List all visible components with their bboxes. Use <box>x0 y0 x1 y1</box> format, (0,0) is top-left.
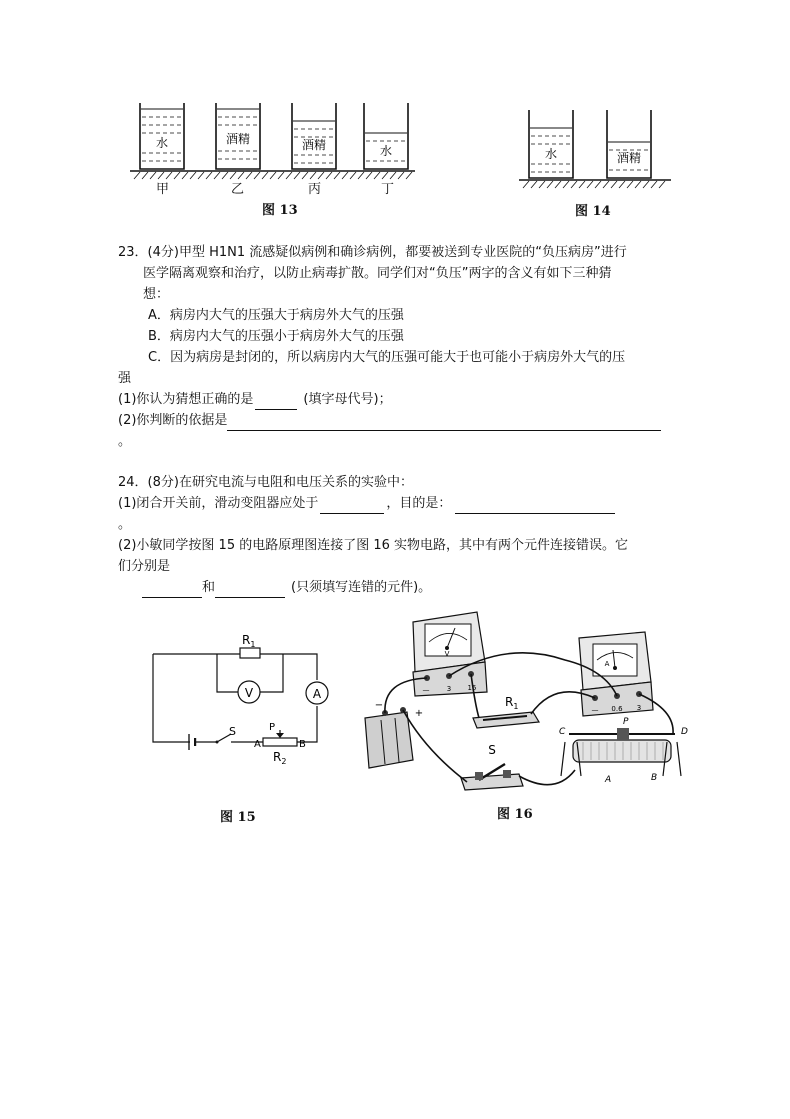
q23-answer-blank-2[interactable] <box>227 415 661 431</box>
switch-device <box>461 743 523 790</box>
figure-13 <box>120 95 420 185</box>
voltmeter-device <box>413 612 487 696</box>
beaker-liquid-label: 酒精 <box>616 151 642 165</box>
q24-sub1-end: 。 <box>118 517 132 532</box>
beaker-alcohol <box>607 110 651 178</box>
q24-sub2-line1: (2)小敏同学按图 15 的电路原理图连接了图 16 实物电路，其中有两个元件连接错误。它 <box>118 538 629 553</box>
beaker-label: 乙 <box>231 182 245 197</box>
q23-option-c-line2: 强 <box>118 371 132 386</box>
voltmeter-letter: V <box>244 686 254 700</box>
battery <box>365 700 423 768</box>
svg-text:15: 15 <box>467 684 477 692</box>
battery-minus-label: − <box>374 700 384 711</box>
r1-label: $R_1$ <box>242 633 256 649</box>
voltmeter-dial-letter: V <box>444 650 450 658</box>
point-p-label: P <box>269 722 276 733</box>
q23-stem-line3: 想： <box>143 287 170 302</box>
figure-caption: 图 14 <box>575 204 611 219</box>
svg-text:—: — <box>422 686 430 694</box>
beaker-liquid-label: 水 <box>379 144 393 158</box>
svg-text:3: 3 <box>446 685 452 693</box>
q23-sub2-prefix: (2)你判断的依据是 <box>118 413 228 428</box>
q24-sub1-prefix: (1)闭合开关前，滑动变阻器应处于 <box>118 496 319 511</box>
ammeter-letter: A <box>312 687 322 701</box>
q24-answer-blank-3[interactable] <box>142 582 202 598</box>
q24-sub2-line2: 们分别是 <box>118 559 171 574</box>
q23-sub2-end: 。 <box>118 434 132 449</box>
switch-device-label: S <box>488 743 496 757</box>
rheostat-c-label: C <box>559 727 566 737</box>
q24-answer-blank-2[interactable] <box>455 498 615 514</box>
figure-caption: 图 13 <box>262 203 298 218</box>
r1-device-label: $R_1$ <box>505 695 519 711</box>
point-b-label: B <box>299 739 306 750</box>
beaker-bing <box>292 103 336 169</box>
point-a-label: A <box>254 739 261 750</box>
rheostat-p-label: P <box>623 717 629 727</box>
figure-16-apparatus <box>355 600 700 810</box>
beaker-label: 丁 <box>381 182 395 197</box>
beaker-liquid-label: 酒精 <box>301 138 327 152</box>
ammeter-dial-letter: A <box>604 660 610 668</box>
q24-answer-blank-4[interactable] <box>215 582 285 598</box>
q23-option-a: A．病房内大气的压强大于病房外大气的压强 <box>148 308 404 323</box>
beaker-ding <box>364 103 408 169</box>
figure-caption: 图 15 <box>220 810 256 825</box>
q24-sub2-and: 和 <box>202 580 216 595</box>
rheostat-a-label: A <box>605 775 612 785</box>
figure-caption: 图 16 <box>497 807 533 822</box>
rheostat-d-label: D <box>681 727 688 737</box>
figure-14 <box>515 100 675 190</box>
beaker-label: 丙 <box>308 182 322 197</box>
ammeter-device <box>579 632 653 716</box>
resistor-r1-device <box>473 695 539 728</box>
rheostat-b-label: B <box>651 773 658 783</box>
q23-answer-blank-1[interactable] <box>255 394 297 410</box>
q24-stem: 24．(8分)在研究电流与电阻和电压关系的实验中： <box>118 475 413 490</box>
beaker-label: 甲 <box>156 182 170 197</box>
beaker-water <box>529 110 573 178</box>
r2-label: $R_2$ <box>273 750 287 765</box>
beaker-liquid-label: 酒精 <box>225 132 251 146</box>
q23-sub1-prefix: (1)你认为猜想正确的是 <box>118 392 254 407</box>
q24-answer-blank-1[interactable] <box>320 498 384 514</box>
beaker-yi <box>216 103 260 169</box>
svg-text:3: 3 <box>636 704 642 712</box>
q23-sub2 <box>118 411 661 431</box>
switch-label: S <box>229 725 236 738</box>
q23-sub1 <box>118 390 392 410</box>
beaker-liquid-label: 水 <box>544 147 558 161</box>
q23-option-c-line1: C．因为病房是封闭的，所以病房内大气的压强可能大于也可能小于病房外大气的压 <box>148 350 626 365</box>
q24-sub2-answers <box>142 578 431 598</box>
figure-15-circuit <box>145 630 335 765</box>
rheostat-device <box>559 717 688 785</box>
battery-plus-label: + <box>414 708 424 719</box>
q23-sub1-suffix: (填字母代号)； <box>303 392 392 407</box>
q23-option-b: B．病房内大气的压强小于病房外大气的压强 <box>148 329 404 344</box>
beaker-liquid-label: 水 <box>155 136 169 150</box>
q23-stem-line2: 医学隔离观察和治疗，以防止病毒扩散。同学们对“负压”两字的含义有如下三种猜 <box>143 266 612 281</box>
q24-sub1-mid: ，目的是： <box>386 496 452 511</box>
q24-sub1 <box>118 494 615 514</box>
q24-sub2-suffix: (只须填写连错的元件)。 <box>291 580 432 595</box>
q23-stem-line1: 23．(4分)甲型 H1N1 流感疑似病例和确诊病例，都要被送到专业医院的“负压病房”进行 <box>118 245 627 260</box>
svg-text:—: — <box>591 706 599 714</box>
beaker-jia <box>140 103 184 169</box>
svg-text:0.6: 0.6 <box>611 705 623 713</box>
